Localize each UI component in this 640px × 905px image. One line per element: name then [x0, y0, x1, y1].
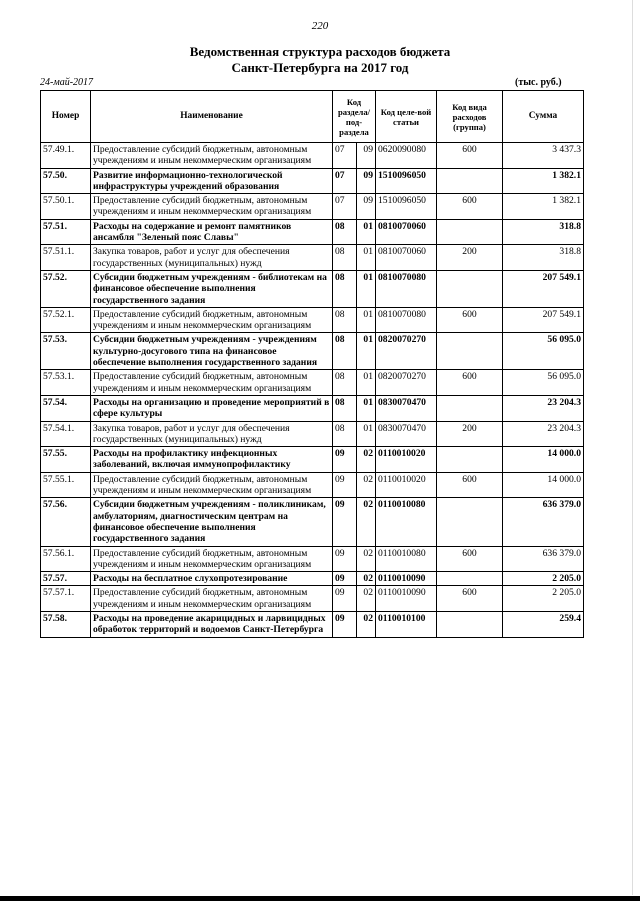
row-name: Расходы на проведение акарицидных и ларвицидных обработок территорий и водоемов Санкт-Петербурга — [91, 611, 333, 637]
row-amount: 56 095.0 — [503, 370, 584, 396]
row-name: Субсидии бюджетным учреждениям - библиотекам на финансовое обеспечение выполнения государственного задания — [91, 270, 333, 307]
row-section: 07 — [333, 168, 357, 194]
budget-table — [40, 90, 584, 638]
header-article: Код целе-вой статьи — [376, 91, 437, 143]
row-number: 57.56. — [41, 498, 91, 546]
table-row — [41, 370, 584, 396]
row-article: 0110010080 — [376, 498, 437, 546]
row-name: Закупка товаров, работ и услуг для обеспечения государственных (муниципальных) нужд — [91, 421, 333, 447]
table-row — [41, 586, 584, 612]
row-section: 08 — [333, 307, 357, 333]
table-row — [41, 395, 584, 421]
row-name: Предоставление субсидий бюджетным, автономным учреждениям и иным некоммерческим организациям — [91, 472, 333, 498]
row-article: 0110010080 — [376, 546, 437, 572]
row-name: Расходы на организацию и проведение мероприятий в сфере культуры — [91, 395, 333, 421]
row-amount: 2 205.0 — [503, 572, 584, 586]
row-name: Расходы на содержание и ремонт памятников ансамбля "Зеленый пояс Славы" — [91, 219, 333, 245]
row-expense-type — [437, 395, 503, 421]
row-number: 57.57. — [41, 572, 91, 586]
table-row — [41, 611, 584, 637]
row-article: 0810070060 — [376, 245, 437, 271]
row-article: 0110010020 — [376, 472, 437, 498]
row-article: 1510096050 — [376, 168, 437, 194]
row-expense-type — [437, 447, 503, 473]
row-section: 09 — [333, 572, 357, 586]
row-name: Закупка товаров, работ и услуг для обеспечения государственных (муниципальных) нужд — [91, 245, 333, 271]
row-article: 0620090080 — [376, 143, 437, 169]
table-row — [41, 307, 584, 333]
row-section: 08 — [333, 270, 357, 307]
row-subsection: 02 — [357, 546, 376, 572]
table-row — [41, 143, 584, 169]
row-subsection: 02 — [357, 572, 376, 586]
row-expense-type: 600 — [437, 143, 503, 169]
row-amount: 318.8 — [503, 245, 584, 271]
row-subsection: 02 — [357, 586, 376, 612]
row-section: 09 — [333, 586, 357, 612]
table-row — [41, 546, 584, 572]
row-subsection: 09 — [357, 194, 376, 220]
header-expense-type: Код вида расходов (группа) — [437, 91, 503, 143]
row-number: 57.56.1. — [41, 546, 91, 572]
row-amount: 636 379.0 — [503, 498, 584, 546]
row-name: Предоставление субсидий бюджетным, автономным учреждениям и иным некоммерческим организациям — [91, 370, 333, 396]
row-number: 57.54.1. — [41, 421, 91, 447]
row-article: 0110010090 — [376, 572, 437, 586]
row-article: 0820070270 — [376, 370, 437, 396]
row-number: 57.50. — [41, 168, 91, 194]
row-name: Предоставление субсидий бюджетным, автономным учреждениям и иным некоммерческим организациям — [91, 194, 333, 220]
row-subsection: 09 — [357, 143, 376, 169]
row-section: 09 — [333, 546, 357, 572]
row-article: 0830070470 — [376, 421, 437, 447]
row-number: 57.51. — [41, 219, 91, 245]
row-section: 08 — [333, 421, 357, 447]
row-expense-type: 200 — [437, 245, 503, 271]
row-article: 0830070470 — [376, 395, 437, 421]
scan-bottom-bar — [0, 896, 640, 901]
row-name: Расходы на профилактику инфекционных заболеваний, включая иммунопрофилактику — [91, 447, 333, 473]
row-subsection: 01 — [357, 245, 376, 271]
row-section: 09 — [333, 447, 357, 473]
title-line-2: Санкт-Петербурга на 2017 год — [231, 60, 409, 75]
row-number: 57.52.1. — [41, 307, 91, 333]
row-section: 09 — [333, 498, 357, 546]
table-row — [41, 194, 584, 220]
table-row — [41, 168, 584, 194]
row-number: 57.52. — [41, 270, 91, 307]
row-number: 57.54. — [41, 395, 91, 421]
row-number: 57.50.1. — [41, 194, 91, 220]
document-date: 24-май-2017 — [40, 77, 94, 88]
row-amount: 56 095.0 — [503, 333, 584, 370]
table-row — [41, 572, 584, 586]
row-expense-type: 600 — [437, 307, 503, 333]
row-amount: 2 205.0 — [503, 586, 584, 612]
row-article: 0820070270 — [376, 333, 437, 370]
row-amount: 1 382.1 — [503, 168, 584, 194]
header-number: Номер — [41, 91, 91, 143]
row-name: Расходы на бесплатное слухопротезирование — [91, 572, 333, 586]
row-article: 0110010090 — [376, 586, 437, 612]
row-amount: 14 000.0 — [503, 472, 584, 498]
row-number: 57.49.1. — [41, 143, 91, 169]
row-expense-type — [437, 333, 503, 370]
row-subsection: 02 — [357, 498, 376, 546]
row-name: Предоставление субсидий бюджетным, автономным учреждениям и иным некоммерческим организациям — [91, 307, 333, 333]
row-amount: 318.8 — [503, 219, 584, 245]
row-subsection: 02 — [357, 472, 376, 498]
table-body — [41, 143, 584, 638]
row-expense-type: 600 — [437, 586, 503, 612]
row-amount: 636 379.0 — [503, 546, 584, 572]
row-number: 57.57.1. — [41, 586, 91, 612]
row-subsection: 01 — [357, 219, 376, 245]
row-amount: 23 204.3 — [503, 395, 584, 421]
row-amount: 259.4 — [503, 611, 584, 637]
row-subsection: 01 — [357, 333, 376, 370]
table-row — [41, 270, 584, 307]
row-expense-type — [437, 572, 503, 586]
row-amount: 23 204.3 — [503, 421, 584, 447]
row-subsection: 01 — [357, 395, 376, 421]
row-section: 09 — [333, 611, 357, 637]
row-expense-type: 600 — [437, 546, 503, 572]
row-amount: 207 549.1 — [503, 307, 584, 333]
row-expense-type — [437, 270, 503, 307]
row-section: 08 — [333, 245, 357, 271]
row-subsection: 01 — [357, 421, 376, 447]
units-label: (тыс. руб.) — [515, 77, 562, 88]
row-article: 0810070080 — [376, 270, 437, 307]
row-number: 57.53.1. — [41, 370, 91, 396]
row-expense-type — [437, 611, 503, 637]
header-amount: Сумма — [503, 91, 584, 143]
document-title — [0, 44, 640, 76]
row-section: 09 — [333, 472, 357, 498]
row-expense-type: 600 — [437, 370, 503, 396]
page-edge — [632, 0, 633, 895]
row-article: 0110010100 — [376, 611, 437, 637]
row-number: 57.55.1. — [41, 472, 91, 498]
row-amount: 207 549.1 — [503, 270, 584, 307]
row-name: Субсидии бюджетным учреждениям - поликлиникам, амбулаториям, диагностическим центрам на финансовое обеспечение выполнения государственного задания — [91, 498, 333, 546]
table-row — [41, 447, 584, 473]
row-subsection: 02 — [357, 447, 376, 473]
row-expense-type: 200 — [437, 421, 503, 447]
row-section: 08 — [333, 219, 357, 245]
row-amount: 3 437.3 — [503, 143, 584, 169]
table-row — [41, 333, 584, 370]
row-subsection: 01 — [357, 370, 376, 396]
row-expense-type: 600 — [437, 472, 503, 498]
row-subsection: 01 — [357, 307, 376, 333]
row-number: 57.58. — [41, 611, 91, 637]
row-expense-type — [437, 498, 503, 546]
row-section: 08 — [333, 370, 357, 396]
row-expense-type: 600 — [437, 194, 503, 220]
table-row — [41, 219, 584, 245]
row-name: Предоставление субсидий бюджетным, автономным учреждениям и иным некоммерческим организациям — [91, 143, 333, 169]
row-number: 57.51.1. — [41, 245, 91, 271]
table-row — [41, 472, 584, 498]
header-name: Наименование — [91, 91, 333, 143]
row-name: Предоставление субсидий бюджетным, автономным учреждениям и иным некоммерческим организациям — [91, 586, 333, 612]
row-section: 08 — [333, 395, 357, 421]
row-subsection: 01 — [357, 270, 376, 307]
row-section: 08 — [333, 333, 357, 370]
row-name: Предоставление субсидий бюджетным, автономным учреждениям и иным некоммерческим организациям — [91, 546, 333, 572]
row-subsection: 02 — [357, 611, 376, 637]
row-number: 57.53. — [41, 333, 91, 370]
row-name: Развитие информационно-технологической инфраструктуры учреждений образования — [91, 168, 333, 194]
table-row — [41, 421, 584, 447]
row-article: 0810070080 — [376, 307, 437, 333]
row-section: 07 — [333, 194, 357, 220]
row-name: Субсидии бюджетным учреждениям - учреждениям культурно-досугового типа на финансовое обеспечение выполнения государственного задания — [91, 333, 333, 370]
header-section: Код раздела/ под-раздела — [333, 91, 376, 143]
row-expense-type — [437, 219, 503, 245]
row-expense-type — [437, 168, 503, 194]
row-subsection: 09 — [357, 168, 376, 194]
table-row — [41, 498, 584, 546]
title-line-1: Ведомственная структура расходов бюджета — [189, 44, 451, 59]
row-amount: 1 382.1 — [503, 194, 584, 220]
row-number: 57.55. — [41, 447, 91, 473]
row-article: 1510096050 — [376, 194, 437, 220]
row-article: 0810070060 — [376, 219, 437, 245]
page-number: 220 — [311, 20, 329, 32]
row-section: 07 — [333, 143, 357, 169]
table-row — [41, 245, 584, 271]
row-amount: 14 000.0 — [503, 447, 584, 473]
row-article: 0110010020 — [376, 447, 437, 473]
